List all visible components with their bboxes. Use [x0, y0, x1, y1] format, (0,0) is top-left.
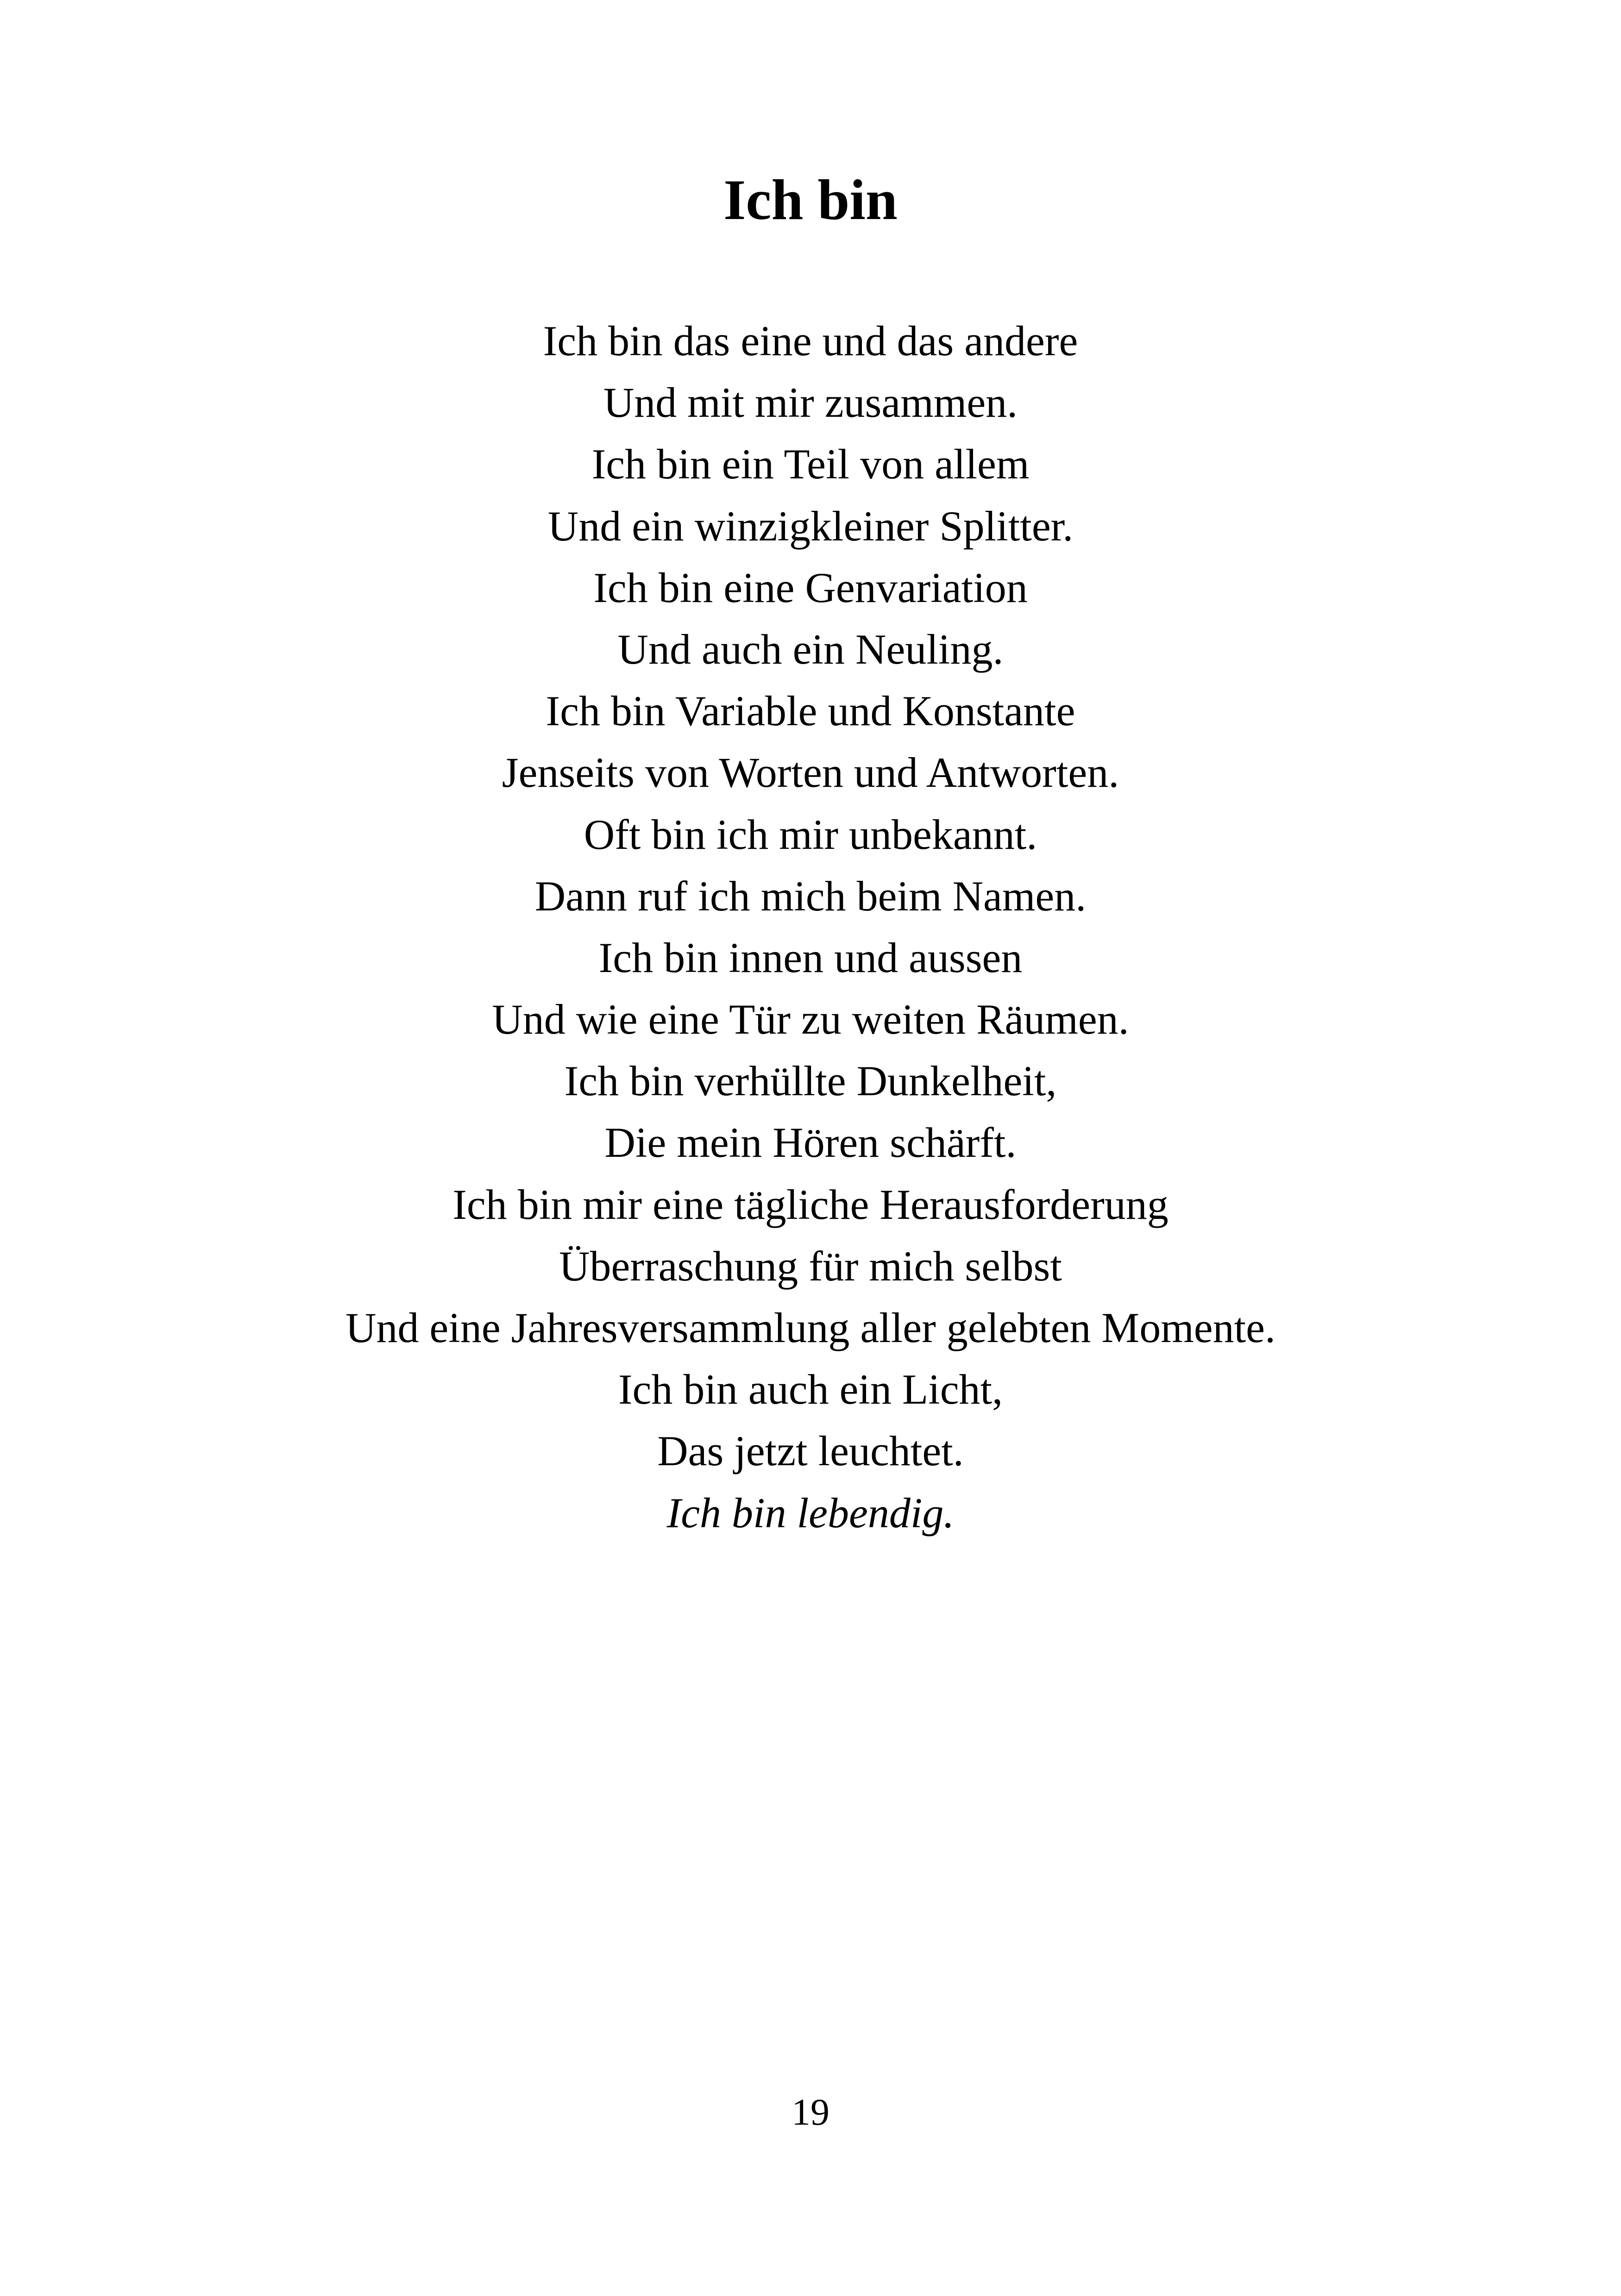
poem-line: Ich bin mir eine tägliche Herausforderung — [452, 1180, 1169, 1228]
page-number: 19 — [792, 2091, 829, 2133]
poem-line: Überraschung für mich selbst — [559, 1242, 1062, 1290]
poem-body — [0, 310, 1621, 1544]
poem-line: Oft bin ich mir unbekannt. — [584, 810, 1037, 858]
poem-line: Jenseits von Worten und Antworten. — [502, 749, 1119, 797]
poem-line: Die mein Hören schärft. — [604, 1119, 1017, 1167]
poem-line: Und ein winzigkleiner Splitter. — [547, 502, 1074, 550]
poem-line: Ich bin ein Teil von allem — [591, 440, 1030, 488]
poem-line: Ich bin eine Genvariation — [593, 564, 1028, 611]
poem-line: Ich bin das eine und das andere — [543, 317, 1078, 364]
poem-title: Ich bin — [723, 168, 898, 232]
poem-line: Dann ruf ich mich beim Namen. — [534, 872, 1087, 920]
poem-line: Ich bin Variable und Konstante — [546, 687, 1075, 735]
poem-line: Und eine Jahresversammlung aller gelebten Momente. — [345, 1304, 1275, 1351]
poem-line: Ich bin innen und aussen — [598, 934, 1023, 981]
poem-line: Ich bin auch ein Licht, — [618, 1366, 1003, 1413]
poem-line-final: Ich bin lebendig. — [666, 1489, 955, 1537]
poem-line: Das jetzt leuchtet. — [657, 1427, 964, 1475]
poem-line: Und auch ein Neuling. — [617, 625, 1004, 673]
poem-line: Und mit mir zusammen. — [603, 379, 1018, 427]
poem-line: Und wie eine Tür zu weiten Räumen. — [492, 996, 1129, 1043]
poem-line: Ich bin verhüllte Dunkelheit, — [564, 1057, 1057, 1105]
